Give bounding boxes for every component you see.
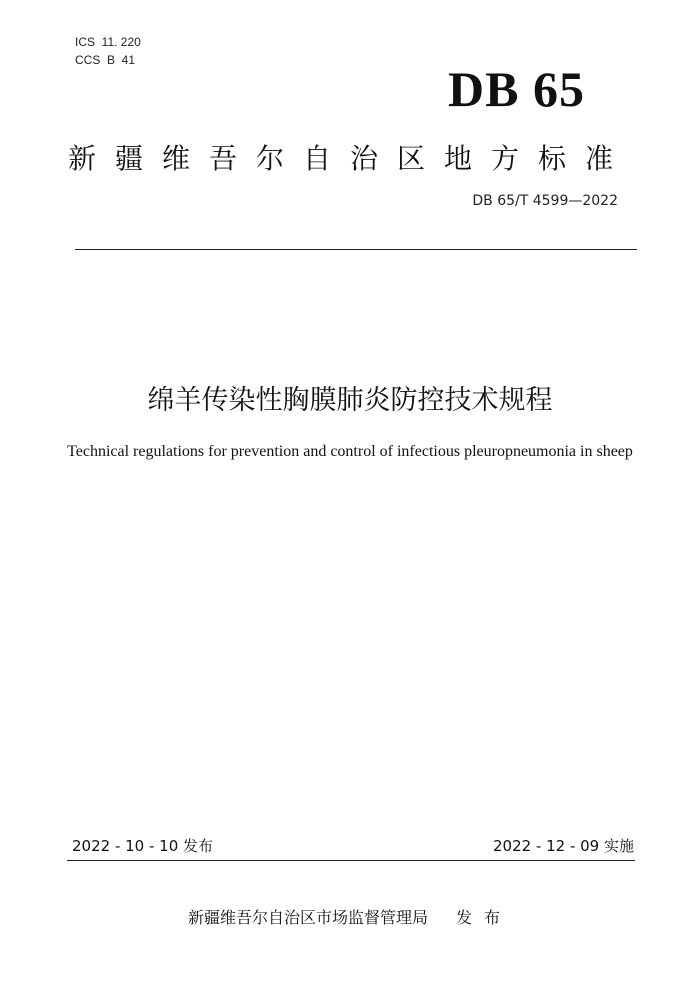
document-title-chinese: 绵羊传染性胸膜肺炎防控技术规程: [147, 385, 553, 416]
ics-code: ICS 11. 220: [75, 35, 141, 49]
implementation-date: 2022 - 12 - 09 实施: [492, 837, 634, 855]
publish-action: 发布: [456, 908, 513, 927]
top-divider: [75, 249, 637, 250]
ccs-code: CCS B 41: [75, 53, 136, 67]
standard-logo: DB 65: [448, 61, 585, 117]
publisher-line: [0, 905, 700, 928]
standard-type-heading: 新疆维吾尔自治区地方标准: [68, 142, 633, 175]
standard-number: DB 65/T 4599—2022: [472, 193, 618, 209]
issue-date: 2022 - 10 - 10 发布: [72, 837, 214, 855]
publisher-name: 新疆维吾尔自治区市场监督管理局: [187, 908, 428, 927]
bottom-divider: [67, 860, 635, 861]
classification-codes: [75, 33, 141, 69]
document-title-english: Technical regulations for prevention and control of infectious pleuropneumonia in sheep: [67, 443, 633, 460]
